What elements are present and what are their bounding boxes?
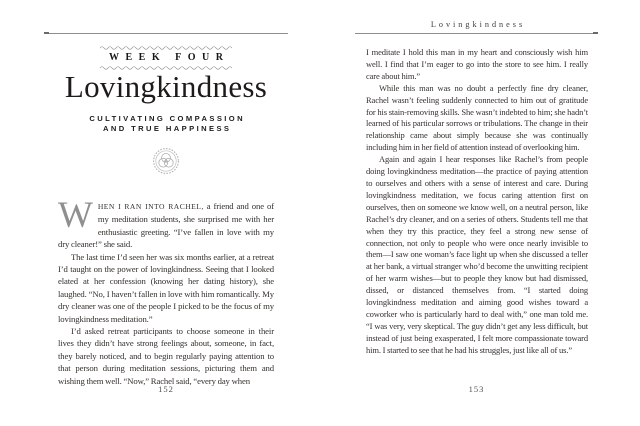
chapter-kicker-block (44, 44, 288, 72)
paragraph: I’d asked retreat participants to choose someone in their lives they didn’t have strong feelings about, someone, in fact, they barely noticed, and to begin regularly paying attention to that person during meditation sessions, picturing them and wishing them well. “Now,” Rachel said, “every day when (58, 326, 274, 386)
chapter-subtitle (44, 114, 288, 134)
medallion-ornament (44, 147, 288, 180)
left-body-text (58, 195, 274, 387)
running-head: Lovingkindness (430, 20, 526, 29)
top-rule (44, 33, 288, 34)
right-body-text (366, 47, 588, 357)
paragraph-continuation: I meditate I hold this man in my heart and consciously wish him well. I find that I’m eager to go into the store to see him. I really care about him.” (366, 47, 588, 81)
opening-rest: a friend and one of my meditation students, she surprised me with her enthusiastic greeting. “I’ve fallen in love with my dry cleaner!” she said. (58, 201, 274, 250)
paragraph: The last time I’d seen her was six months earlier, at a retreat I’d taught on the power of lovingkindness. Seeing that I looked elated at her confession (knowing her dating history), she laughed. “No, I haven’t fallen in love with him romantically. My dry cleaner was one of the people I picked to be the focus of my lovingkindness meditation.” (58, 251, 274, 324)
opening-paragraph (58, 195, 274, 251)
opening-smallcaps: HEN I RAN INTO RACHEL, (97, 202, 204, 211)
drop-cap: W (58, 195, 93, 236)
left-page (44, 0, 288, 426)
top-rule (355, 33, 598, 34)
chapter-subtitle-line2: AND TRUE HAPPINESS (102, 124, 232, 133)
chapter-subtitle-line1: CULTIVATING COMPASSION (89, 114, 245, 123)
chapter-kicker: WEEK FOUR (109, 52, 230, 63)
paragraph: Again and again I hear responses like Rachel’s from people doing lovingkindness meditation—the practice of paying attention to ourselves and others with a sense of interest and care. During lovingkindness meditation, we focus caring attention first on ourselves, then on someone we know well, on a neutral person, like Rachel’s dry cleaner, and on a series of others. Students tell me that when they try this practice, they feel a strong new sense of connection, not only to people who were once nearly invisible to them—I saw one woman’s face light up when she discussed a teller at her bank, a virtual stranger who’d become the unwitting recipient of her warm wishes—but to people they know but had dismissed, dissed, or distanced themselves from. “I started doing lovingkindness meditation and aiming good wishes toward a coworker who is particularly hard to deal with,” one man told me. “I was very, very skeptical. The guy didn’t get any less difficult, but instead of just being exasperated, I felt more compassionate toward him. I started to see that he had his struggles, just like all of us.” (366, 154, 588, 355)
page-number-right: 153 (468, 384, 485, 394)
page-number-left: 152 (158, 384, 174, 394)
paragraph: While this man was no doubt a perfectly fine dry cleaner, Rachel wasn’t feeling suddenly connected to him out of gratitude for his stain-removing skills. She wasn’t indebted to him; she hadn’t learned of his particular sorrows or tribulations. The change in their relationship came about simply because she was continually including him in her field of attention instead of overlooking him. (366, 82, 588, 153)
right-page (355, 0, 598, 426)
knot-medallion-icon (152, 147, 180, 175)
chapter-title: Lovingkindness (64, 69, 268, 104)
squiggle-ornament-top (99, 45, 233, 51)
